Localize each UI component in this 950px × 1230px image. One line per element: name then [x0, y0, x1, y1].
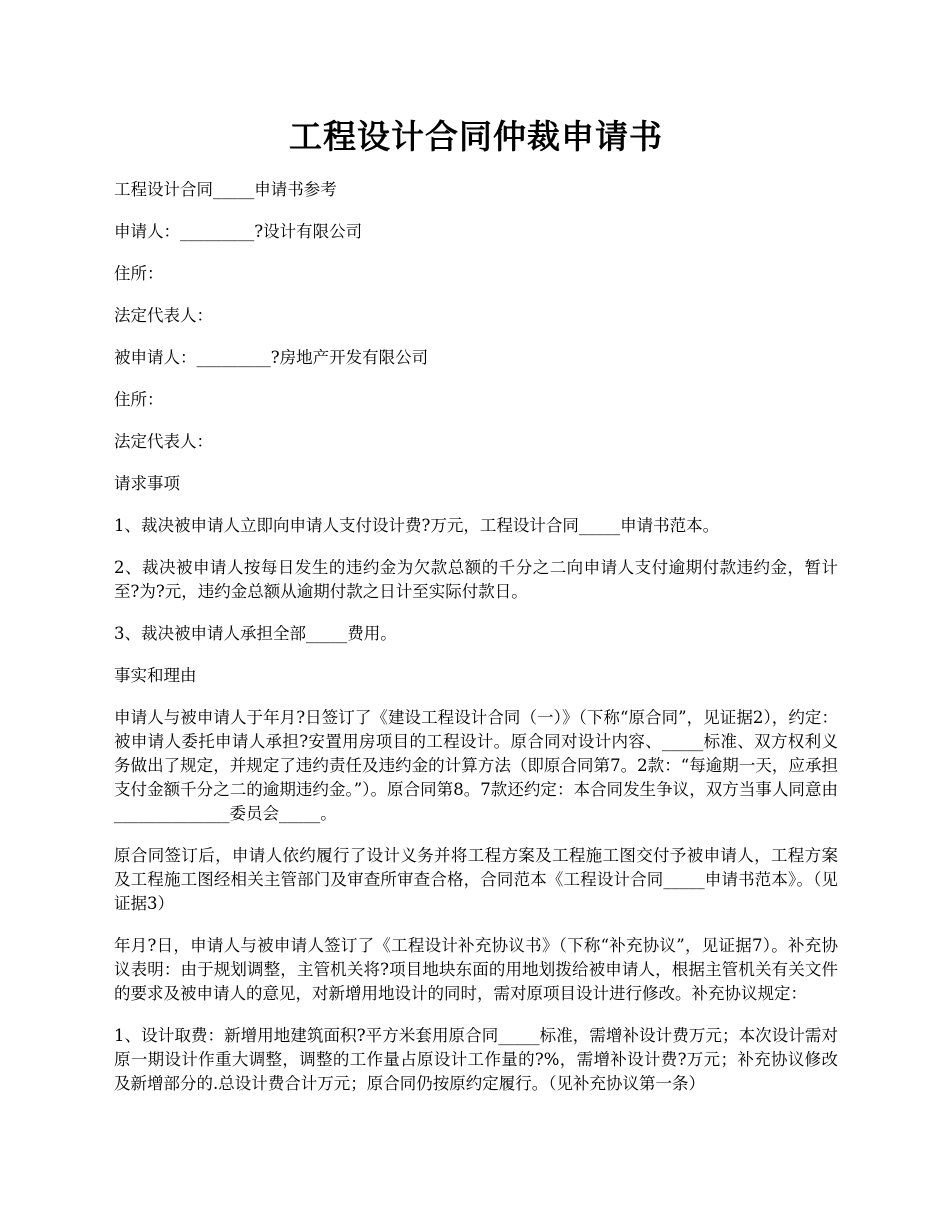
claim-item-2: 2、裁决被申请人按每日发生的违约金为欠款总额的千分之二向申请人支付逾期付款违约金，暂计至?为?元，违约金总额从逾期付款之日计至实际付款日。	[114, 558, 838, 601]
claims-heading: 请求事项	[114, 474, 180, 493]
facts-paragraph-4: 1、设计取费：新增用地建筑面积?平方米套用原合同_____标准，需增补设计费万元；本次设计需对原一期设计作重大调整，调整的工作量占原设计工作量的?%，需增补设计费?万元；补充协议修改及新增部分的.总设计费合计万元；原合同仍按原约定履行。（见补充协议第一条）	[114, 1026, 838, 1093]
facts-paragraph-2: 原合同签订后，申请人依约履行了设计义务并将工程方案及工程施工图交付予被申请人，工程方案及工程施工图经相关主管部门及审查所审查合格，合同范本《工程设计合同_____申请书范本》。（见证据3）	[114, 846, 838, 913]
facts-paragraph-1: 申请人与被申请人于年月?日签订了《建设工程设计合同（一）》（下称“原合同”，见证据2），约定：被申请人委托申请人承担?安置用房项目的工程设计。原合同对设计内容、_____标准、双方权利义务做出了规定，并规定了违约责任及违约金的计算方法（即原合同第7。2款：“每逾期一天，应承担支付金额千分之二的逾期违约金。”）。原合同第8。7款还约定：本合同发生争议，双方当事人同意由______________委员会_____。	[114, 708, 838, 823]
respondent-representative-line: 法定代表人：	[114, 432, 213, 451]
document-body	[114, 178, 838, 1114]
applicant-representative-line: 法定代表人：	[114, 306, 213, 325]
claim-item-1: 1、裁决被申请人立即向申请人支付设计费?万元，工程设计合同_____申请书范本。	[114, 516, 720, 535]
facts-heading: 事实和理由	[114, 666, 197, 685]
respondent-address-line: 住所：	[114, 390, 164, 409]
facts-paragraph-3: 年月?日，申请人与被申请人签订了《工程设计补充协议书》（下称“补充协议”，见证据7）。补充协议表明：由于规划调整，主管机关将?项目地块东面的用地划拨给被申请人，根据主管机关有关文件的要求及被申请人的意见，对新增用地设计的同时，需对原项目设计进行修改。补充协议规定：	[114, 936, 838, 1003]
respondent-line: 被申请人：_________?房地产开发有限公司	[114, 348, 429, 367]
applicant-line: 申请人：_________?设计有限公司	[114, 222, 363, 241]
document-subtitle: 工程设计合同_____申请书参考	[114, 180, 337, 199]
document-title: 工程设计合同仲裁申请书	[289, 117, 663, 156]
applicant-address-line: 住所：	[114, 264, 164, 283]
claim-item-3: 3、裁决被申请人承担全部_____费用。	[114, 624, 397, 643]
